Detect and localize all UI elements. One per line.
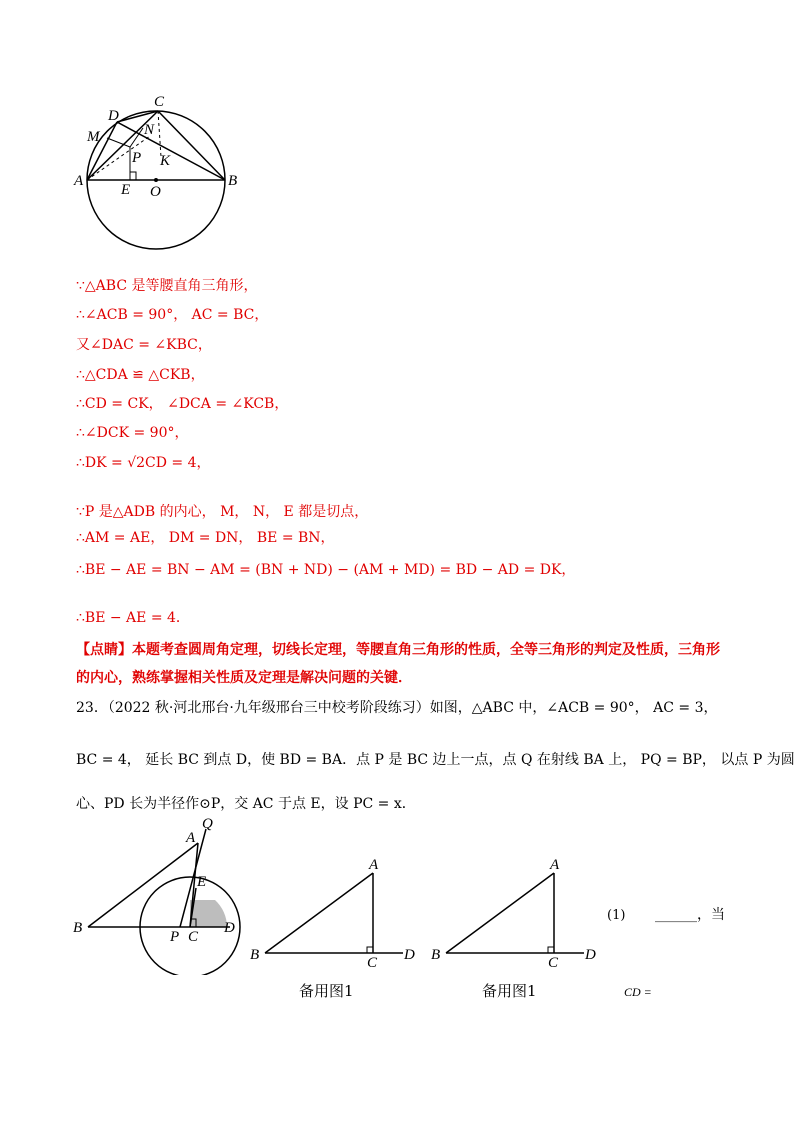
label-B: B <box>431 947 441 963</box>
label-A: A <box>550 857 560 873</box>
solution-line: ∴∠ACB = 90°， AC = BC， <box>76 307 269 323</box>
label-P: P <box>132 150 142 166</box>
comment-line-2: 的内心，熟练掌握相关性质及定理是解决问题的关键． <box>76 670 412 686</box>
label-C: C <box>188 929 199 945</box>
label-E: E <box>121 182 131 198</box>
problem-line-3: 心、PD 长为半径作⊙P，交 AC 于点 E，设 PC = x． <box>76 796 416 812</box>
caption-spare-2: 备用图1 <box>482 982 537 1000</box>
label-A: A <box>369 857 379 873</box>
label-B: B <box>228 173 238 189</box>
label-A: A <box>186 830 196 846</box>
label-C: C <box>548 955 559 971</box>
label-P: P <box>170 929 180 945</box>
label-C: C <box>367 955 378 971</box>
label-D: D <box>108 108 119 124</box>
label-E: E <box>197 874 207 890</box>
label-D: D <box>585 947 596 963</box>
label-C: C <box>154 94 165 110</box>
label-K: K <box>160 153 171 169</box>
label-M: M <box>87 129 100 145</box>
label-D: D <box>224 920 235 936</box>
question-number: (1) <box>607 908 626 923</box>
caption-spare-1: 备用图1 <box>299 982 354 1000</box>
comment-tag: 【点睛】 <box>76 642 132 658</box>
solution-line: 又∠DAC = ∠KBC， <box>76 337 212 353</box>
label-A: A <box>74 173 84 189</box>
problem-line-1: 23．（2022 秋·河北邢台·九年级邢台三中校考阶段练习）如图，△ABC 中，∠ACB = 90°， AC = 3， <box>76 700 718 716</box>
solution-line: ∴∠DCK = 90°， <box>76 425 189 441</box>
spare-figure-2 <box>426 855 606 975</box>
solution-line: ∴DK = √2CD = 4， <box>76 455 211 471</box>
circle-figure <box>70 92 250 257</box>
label-Q: Q <box>202 816 213 832</box>
question-tail: CD = <box>624 985 652 999</box>
solution-line: ∴AM = AE， DM = DN， BE = BN， <box>76 530 335 546</box>
comment-text-1: 本题考查圆周角定理，切线长定理，等腰直角三角形的性质，全等三角形的判定及性质，三角形 <box>132 642 720 658</box>
solution-line: ∵△ABC 是等腰直角三角形， <box>76 278 258 294</box>
label-N: N <box>144 122 155 138</box>
solution-line: ∴△CDA ≌ △CKB， <box>76 367 205 383</box>
label-B: B <box>250 947 260 963</box>
solution-line: ∴CD = CK， ∠DCA = ∠KCB， <box>76 396 289 412</box>
comment-line-1 <box>76 640 720 660</box>
main-figure <box>68 815 243 975</box>
solution-line: ∵P 是△ADB 的内心， M， N， E 都是切点， <box>76 504 369 520</box>
problem-line-2: BC = 4， 延长 BC 到点 D，使 BD = BA．点 P 是 BC 边上一点，点 Q 在射线 BA 上， PQ = BP， 以点 P 为圆 <box>76 752 795 768</box>
question-blank: ______，当 <box>655 907 725 923</box>
spare-figure-1 <box>245 855 425 975</box>
solution-line: ∴BE − AE = 4． <box>76 610 190 626</box>
label-B: B <box>73 920 83 936</box>
label-O: O <box>150 184 161 200</box>
label-D: D <box>404 947 415 963</box>
solution-line: ∴BE − AE = BN − AM = (BN + ND) − (AM + MD) = BD − AD = DK， <box>76 562 576 578</box>
